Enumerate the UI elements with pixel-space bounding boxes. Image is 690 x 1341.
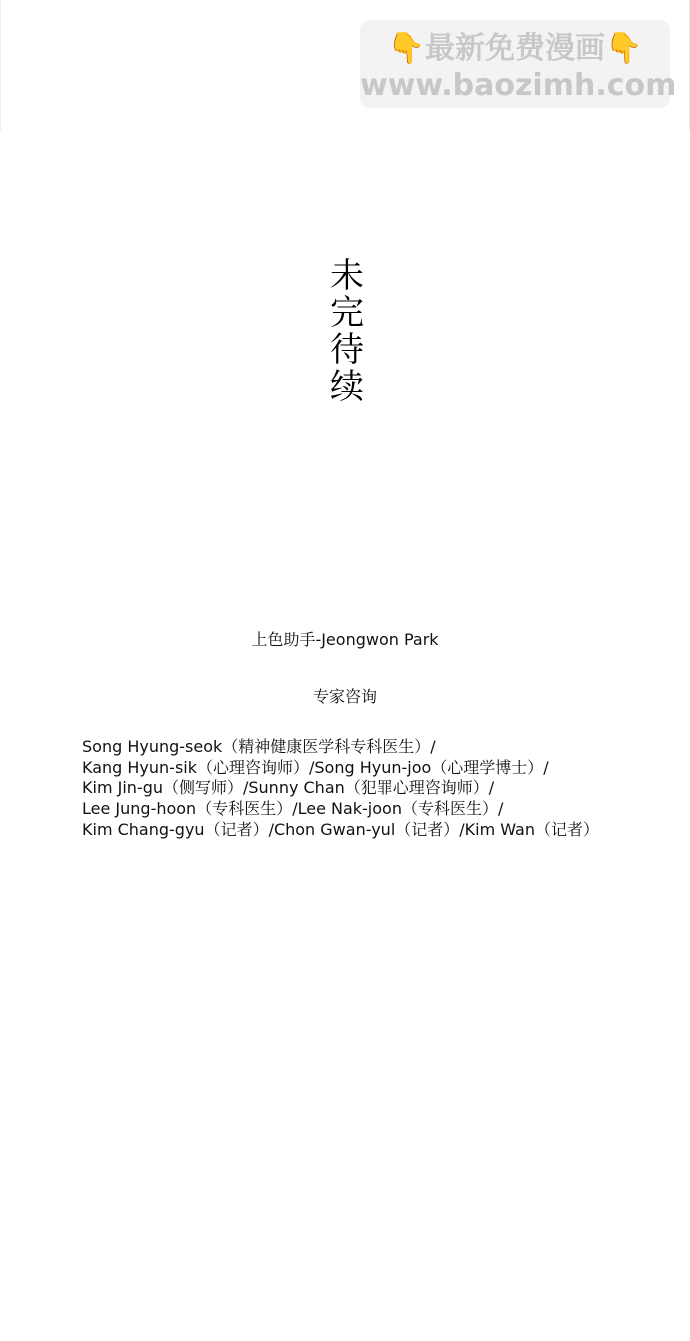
tbc-char: 续 <box>330 367 364 407</box>
pointing-down-hand-icon: 👇 <box>387 31 425 66</box>
watermark-url[interactable]: www.baozimh.com <box>360 68 677 103</box>
consultation-line: Kang Hyun-sik（心理咨询师）/Song Hyun-joo（心理学博士）/ <box>82 757 549 777</box>
watermark-banner[interactable] <box>360 20 677 108</box>
consultation-line: Kim Chang-gyu（记者）/Chon Gwan-yul（记者）/Kim Wan（记者） <box>82 819 600 839</box>
pointing-down-hand-icon: 👇 <box>605 31 643 66</box>
consultation-list <box>82 737 682 841</box>
left-edge-line <box>0 0 1 130</box>
to-be-continued-text <box>325 258 369 406</box>
color-assistant-credit: 上色助手-Jeongwon Park <box>251 630 439 649</box>
consultation-line: Lee Jung-hoon（专科医生）/Lee Nak-joon（专科医生）/ <box>82 799 504 819</box>
tbc-char: 未 <box>330 256 364 296</box>
consultation-line: Kim Jin-gu（侧写师）/Sunny Chan（犯罪心理咨询师）/ <box>82 778 495 798</box>
consultation-title: 专家咨询 <box>312 687 377 706</box>
tbc-char: 待 <box>330 330 364 370</box>
tbc-char: 完 <box>330 293 364 333</box>
watermark-title-line <box>360 30 670 68</box>
watermark-title: 最新免费漫画 <box>425 31 605 66</box>
consultation-line: Song Hyung-seok（精神健康医学科专科医生）/ <box>82 737 436 756</box>
